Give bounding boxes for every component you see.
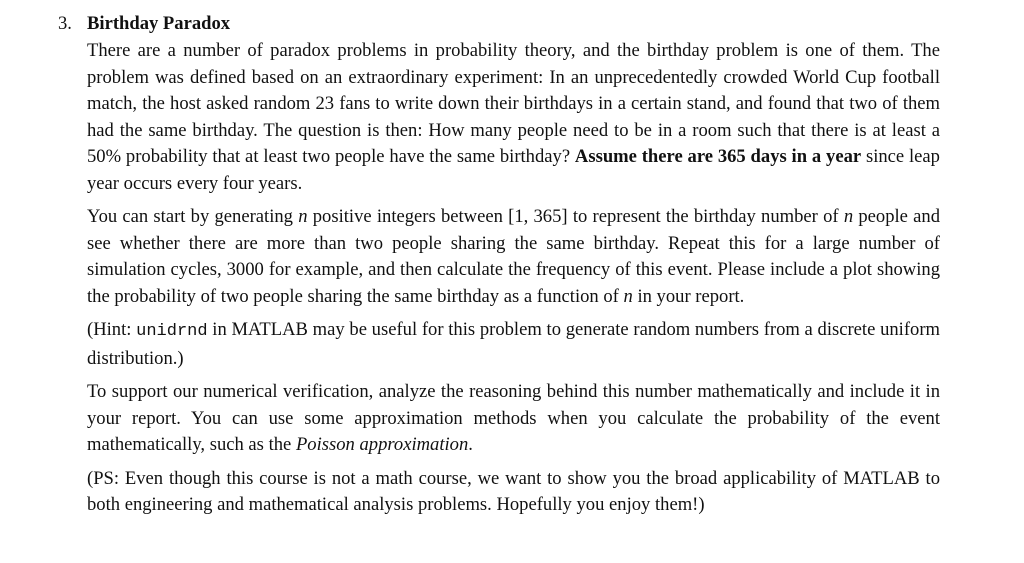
- problem-block: [58, 11, 948, 519]
- math-var-n: n: [298, 206, 308, 227]
- sim-text-c: people and see whether there are more than two people sharing the same birthday. Repeat this for a large number of simulation cycles, 3000 for example, and then calculate the frequency of this event. Please include a plot showing the probability of two people sharing the same birthday as a function of: [87, 206, 940, 307]
- code-unidrnd: unidrnd: [136, 322, 208, 341]
- intro-bold-assumption: Assume there are 365 days in a year: [574, 146, 862, 167]
- math-var-n: n: [623, 285, 633, 307]
- analysis-text-a: To support our numerical verification, analyze the reasoning behind this number mathematically and include it in your report. You can use some approximation methods when you calculate the probability of the event mathematically, such as the: [87, 381, 940, 455]
- poisson-approximation: Poisson approximation: [295, 434, 469, 455]
- hint-text-c: may be useful for this problem to generate random numbers from a discrete uniform distribution.): [87, 319, 940, 369]
- paragraph-hint: [87, 317, 940, 372]
- intro-text-a: There are a number of paradox problems in probability theory, and the birthday problem is one of them. The problem was defined based on an extraordinary experiment: In an unprecedentedly crowded World Cup football match, the host asked random 23 fans to write down their birthdays in a certain stand, and found that two of them had the same birthday. The question is then: How many people need to be in a room such that there is at least a 50% probability that at least two people have the same birthday?: [87, 40, 940, 167]
- paragraph-ps: [87, 466, 940, 519]
- sim-text-a: You can start by generating: [87, 206, 299, 227]
- matlab-name: MATLAB: [843, 467, 920, 489]
- analysis-text-b: .: [468, 434, 473, 455]
- sim-text-d: in your report.: [632, 285, 745, 307]
- problem-body: [87, 38, 940, 519]
- ps-text-a: (PS: Even though this course is not a math course, we want to show you the broad applicability of: [87, 467, 844, 489]
- sim-text-b: positive integers between [1, 365] to represent the birthday number of: [307, 206, 844, 227]
- matlab-name: MATLAB: [231, 319, 308, 340]
- problem-heading: [58, 11, 948, 38]
- math-var-n: n: [843, 206, 854, 227]
- paragraph-analysis: [87, 379, 940, 459]
- paragraph-intro: [87, 38, 940, 197]
- ps-text-b: to both engineering and mathematical analysis problems. Hopefully you enjoy them!): [87, 467, 940, 515]
- problem-title: Birthday Paradox: [87, 13, 231, 34]
- hint-text-a: (Hint:: [87, 319, 137, 340]
- intro-text-b: since leap year occurs every four years.: [87, 146, 940, 194]
- hint-text-b: in: [207, 319, 232, 340]
- problem-number: 3.: [58, 13, 72, 34]
- paragraph-simulation: [87, 204, 940, 310]
